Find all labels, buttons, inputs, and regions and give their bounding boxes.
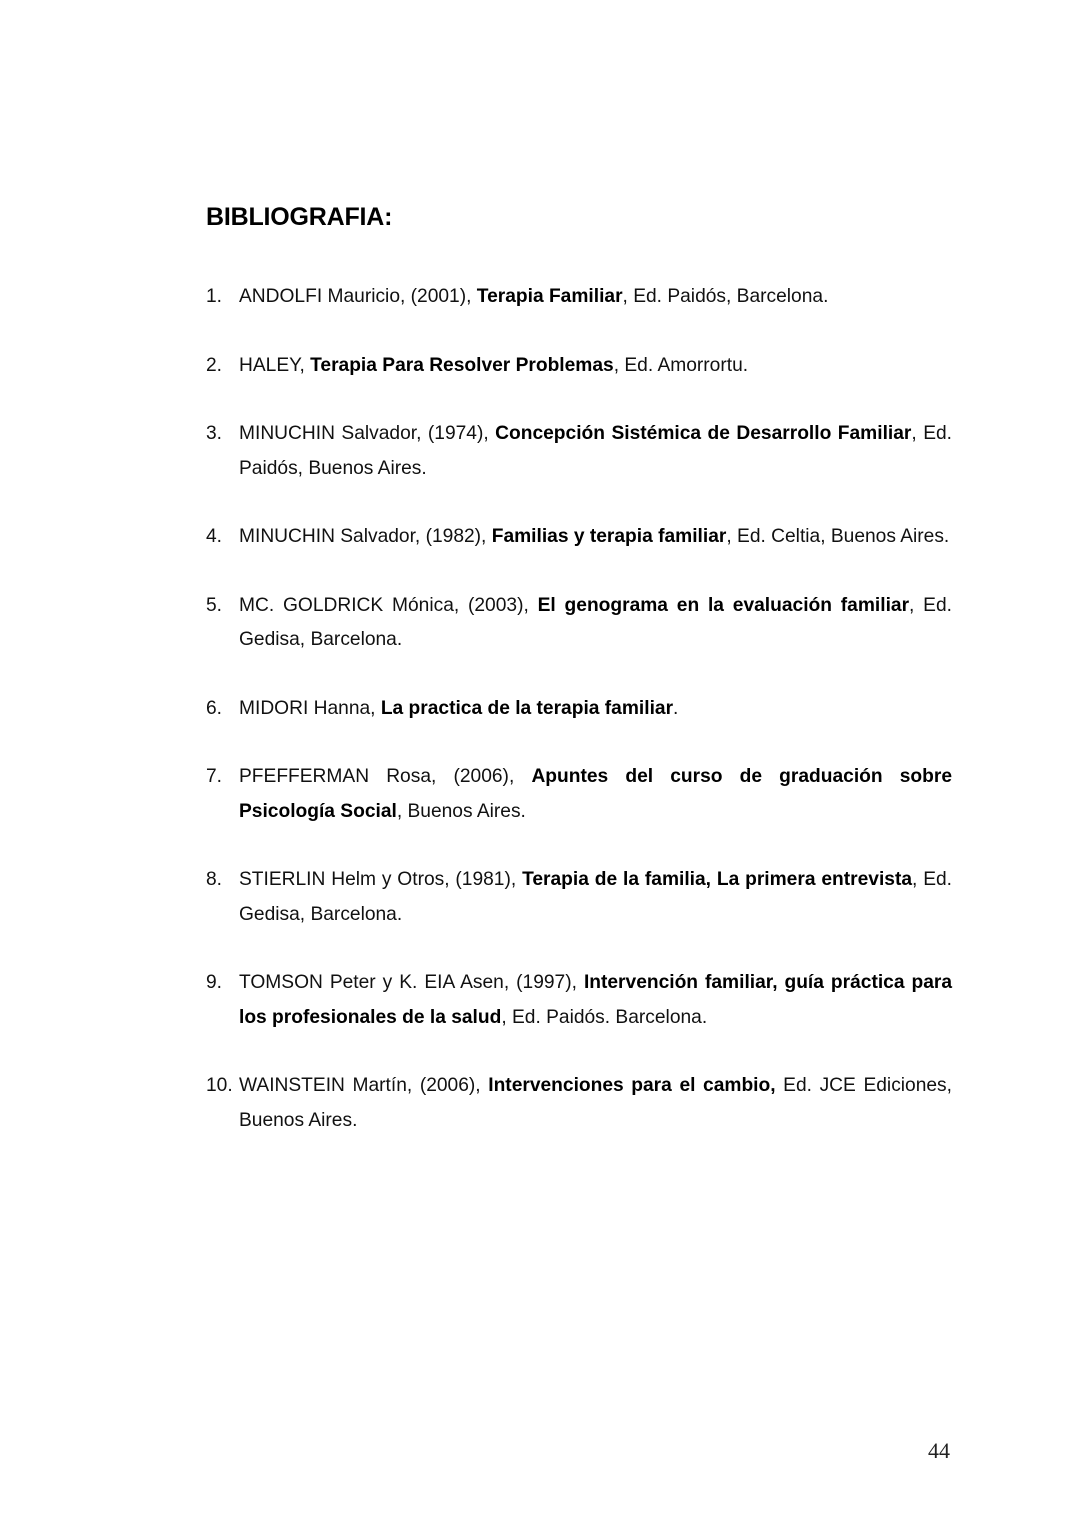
bibliography-entry bbox=[206, 589, 952, 658]
entry-title: Intervención familiar, guía práctica para los profesionales de la salud bbox=[239, 972, 953, 1028]
entry-number: 2. bbox=[206, 354, 223, 376]
entry-title: Terapia Familiar bbox=[476, 286, 623, 307]
entry-author: TOMSON Peter y K. EIA Asen, (1997), bbox=[239, 972, 584, 993]
bibliography-entry bbox=[206, 863, 952, 932]
entry-author: ANDOLFI Mauricio, (2001), bbox=[239, 286, 477, 307]
entry-title: Concepción Sistémica de Desarrollo Familiar bbox=[495, 423, 912, 444]
entry-number: 1. bbox=[206, 286, 223, 307]
entry-title: Intervenciones para el cambio, bbox=[488, 1075, 776, 1096]
bibliography-list bbox=[206, 280, 952, 1138]
entry-number: 5. bbox=[206, 594, 223, 616]
entry-publisher: , Ed. Paidós, Barcelona. bbox=[622, 286, 829, 307]
entry-publisher: , Ed. Gedisa, Barcelona. bbox=[239, 594, 952, 650]
entry-title: La practica de la terapia familiar bbox=[380, 697, 674, 719]
entry-number: 8. bbox=[206, 869, 223, 890]
entry-author: MC. GOLDRICK Mónica, (2003), bbox=[239, 594, 538, 616]
bibliography-entry bbox=[206, 417, 952, 486]
bibliography-entry bbox=[206, 1069, 952, 1138]
entry-publisher: , Buenos Aires. bbox=[396, 800, 526, 822]
entry-number: 4. bbox=[206, 526, 223, 547]
entry-publisher: , Ed. Gedisa, Barcelona. bbox=[239, 869, 953, 925]
bibliography-entry bbox=[206, 966, 952, 1035]
entry-author: MINUCHIN Salvador, (1974), bbox=[239, 423, 496, 444]
entry-title: Terapia Para Resolver Problemas bbox=[310, 354, 614, 376]
entry-author: MINUCHIN Salvador, (1982), bbox=[239, 526, 492, 547]
entry-author: WAINSTEIN Martín, (2006), bbox=[239, 1075, 489, 1096]
entry-number: 9. bbox=[206, 972, 223, 993]
entry-title: El genograma en la evaluación familiar bbox=[537, 594, 910, 616]
entry-author: PFEFFERMAN Rosa, (2006), bbox=[239, 766, 532, 787]
entry-title: Apuntes del curso de graduación sobre Psicología Social bbox=[239, 766, 952, 822]
entry-author: STIERLIN Helm y Otros, (1981), bbox=[239, 869, 523, 890]
entry-publisher: , Ed. Paidós, Buenos Aires. bbox=[239, 423, 953, 479]
entry-title: Familias y terapia familiar bbox=[491, 526, 727, 547]
bibliography-entry bbox=[206, 280, 952, 315]
page-title: BIBLIOGRAFIA: bbox=[206, 203, 393, 231]
bibliography-entry bbox=[206, 520, 952, 555]
entry-publisher: , Ed. Amorrortu. bbox=[613, 354, 749, 376]
entry-title: Terapia de la familia, La primera entrevista bbox=[522, 869, 913, 890]
entry-publisher: , Ed. Celtia, Buenos Aires. bbox=[726, 526, 950, 547]
entry-publisher: . bbox=[673, 697, 679, 719]
entry-publisher: Ed. JCE Ediciones, Buenos Aires. bbox=[239, 1075, 952, 1131]
entry-number: 6. bbox=[206, 697, 223, 719]
entry-author: HALEY, bbox=[239, 354, 311, 376]
bibliography-entry bbox=[206, 349, 952, 384]
page-number: 44 bbox=[928, 1438, 950, 1463]
entry-number: 3. bbox=[206, 423, 223, 444]
entry-number: 10. bbox=[206, 1075, 233, 1096]
bibliography-entry bbox=[206, 692, 952, 727]
entry-publisher: , Ed. Paidós. Barcelona. bbox=[501, 1006, 708, 1028]
entry-number: 7. bbox=[206, 766, 223, 787]
bibliography-entry bbox=[206, 760, 952, 829]
entry-author: MIDORI Hanna, bbox=[239, 697, 381, 719]
